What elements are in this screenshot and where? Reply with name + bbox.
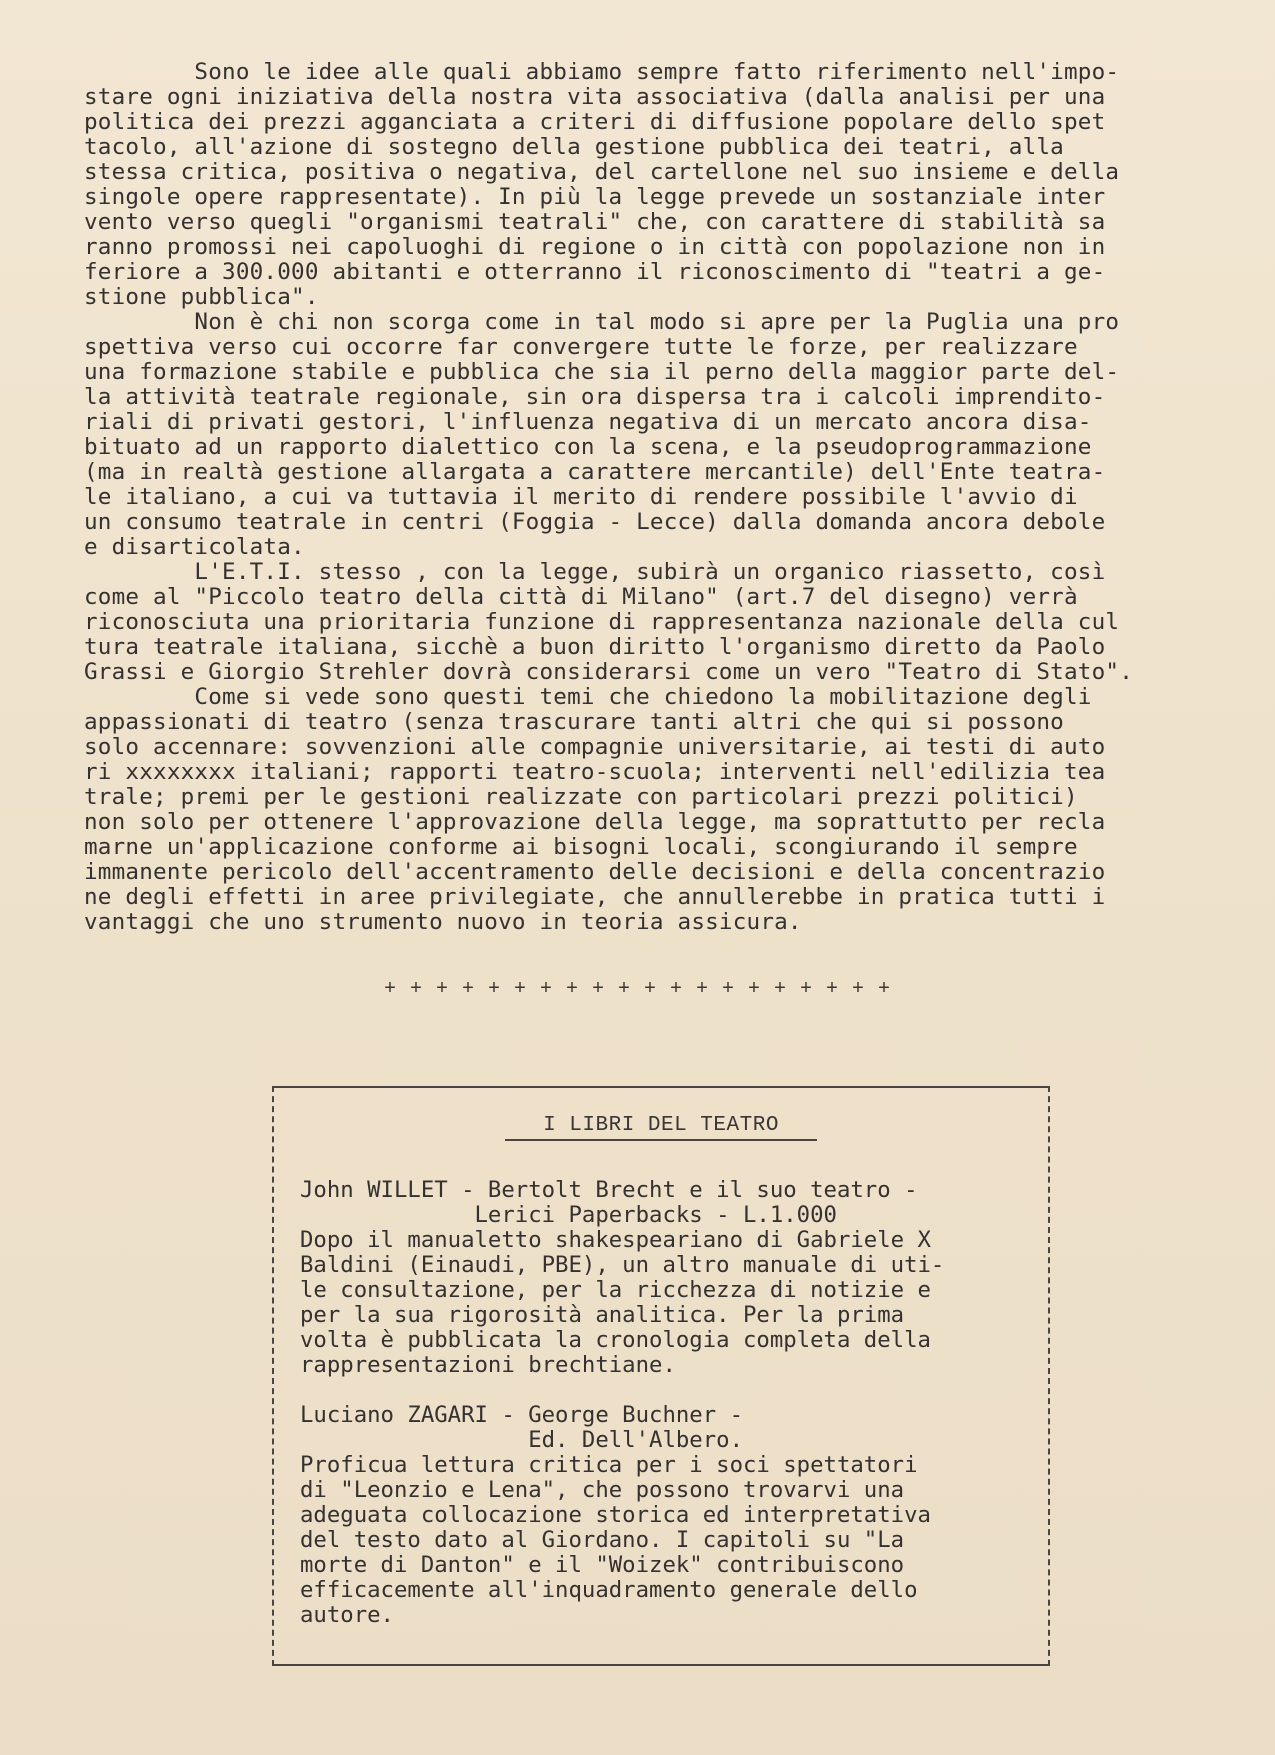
books-box — [272, 1086, 1050, 1666]
article-text: Sono le idee alle quali abbiamo sempre fatto riferimento nell'impo- stare ogni iniziativa della nostra vita associativa (dalla analisi per una politica dei prezzi agganciata a criteri di diffusione popolare dello spet tacolo, all'azione di sostegno della gestione pubblica dei teatri, alla stessa critica, positiva o negativa, del cartellone nel suo insieme e della singole opere rappresentate). In più la legge prevede un sostanziale inter vento verso quegli "organismi teatrali" che, con carattere di stabilità sa ranno promossi nei capoluoghi di regione o in città con popolazione non in feriore a 300.000 abitanti e otterranno il riconoscimento di "teatri a ge- stione pubblica". Non è chi non scorga come in tal modo si apre per la Puglia una pro spettiva verso cui occorre far convergere tutte le forze, per realizzare una formazione stabile e pubblica che sia il perno della maggior parte del- la attività teatrale regionale, sin ora dispersa tra i calcoli imprendito- riali di privati gestori, l'influenza negativa di un mercato ancora disa- bituato ad un rapporto dialettico con la scena, e la pseudoprogrammazione (ma in realtà gestione allargata a carattere mercantile) dell'Ente teatra- le italiano, a cui va tuttavia il merito di rendere possibile l'avvio di un consumo teatrale in centri (Foggia - Lecce) dalla domanda ancora debole e disarticolata. L'E.T.I. stesso , con la legge, subirà un organico riassetto, così come al "Piccolo teatro della città di Milano" (art.7 del disegno) verrà riconosciuta una prioritaria funzione di rappresentanza nazionale della cul tura teatrale italiana, sicchè a buon diritto l'organismo diretto da Paolo Grassi e Giorgio Strehler dovrà considerarsi come un vero "Teatro di Stato". Come si vede sono questi temi che chiedono la mobilitazione degli appassionati di teatro (senza trascurare tanti altri che qui si possono solo accennare: sovvenzioni alle compagnie universitarie, ai testi di auto ri xxxxxxxx italiani; rapporti teatro-scuola; interventi nell'edilizia tea trale; premi per le gestioni realizzate con particolari prezzi politici) non solo per ottenere l'approvazione della legge, ma soprattutto per recla marne un'applicazione conforme ai bisogni locali, scongiurando il sempre immanente pericolo dell'accentramento delle decisioni e della concentrazio ne degli effetti in aree privilegiate, che annullerebbe in pratica tutti i vantaggi che uno strumento nuovo in teoria assicura. — [84, 59, 1133, 935]
section-divider: + + + + + + + + + + + + + + + + + + + + — [383, 978, 892, 1001]
books-box-title: I LIBRI DEL TEATRO — [505, 1114, 817, 1141]
books-box-body: John WILLET - Bertolt Brecht e il suo teatro - Lerici Paperbacks - L.1.000 Dopo il manualetto shakespeariano di Gabriele X Baldini (Einaudi, PBE), un altro manuale di uti- le consultazione, per la ricchezza di notizie e per la sua rigorosità analitica. Per la prima volta è pubblicata la cronologia completa della rappresentazioni brechtiane. Luciano ZAGARI - George Buchner - Ed. Dell'Albero. Proficua lettura critica per i soci spettatori di "Leonzio e Lena", che possono trovarvi una adeguata collocazione storica ed interpretativa del testo dato al Giordano. I capitoli su "La morte di Danton" e il "Woizek" contribuiscono efficacemente all'inquadramento generale dello autore. — [300, 1177, 945, 1628]
books-box-title-wrap — [274, 1114, 1048, 1141]
